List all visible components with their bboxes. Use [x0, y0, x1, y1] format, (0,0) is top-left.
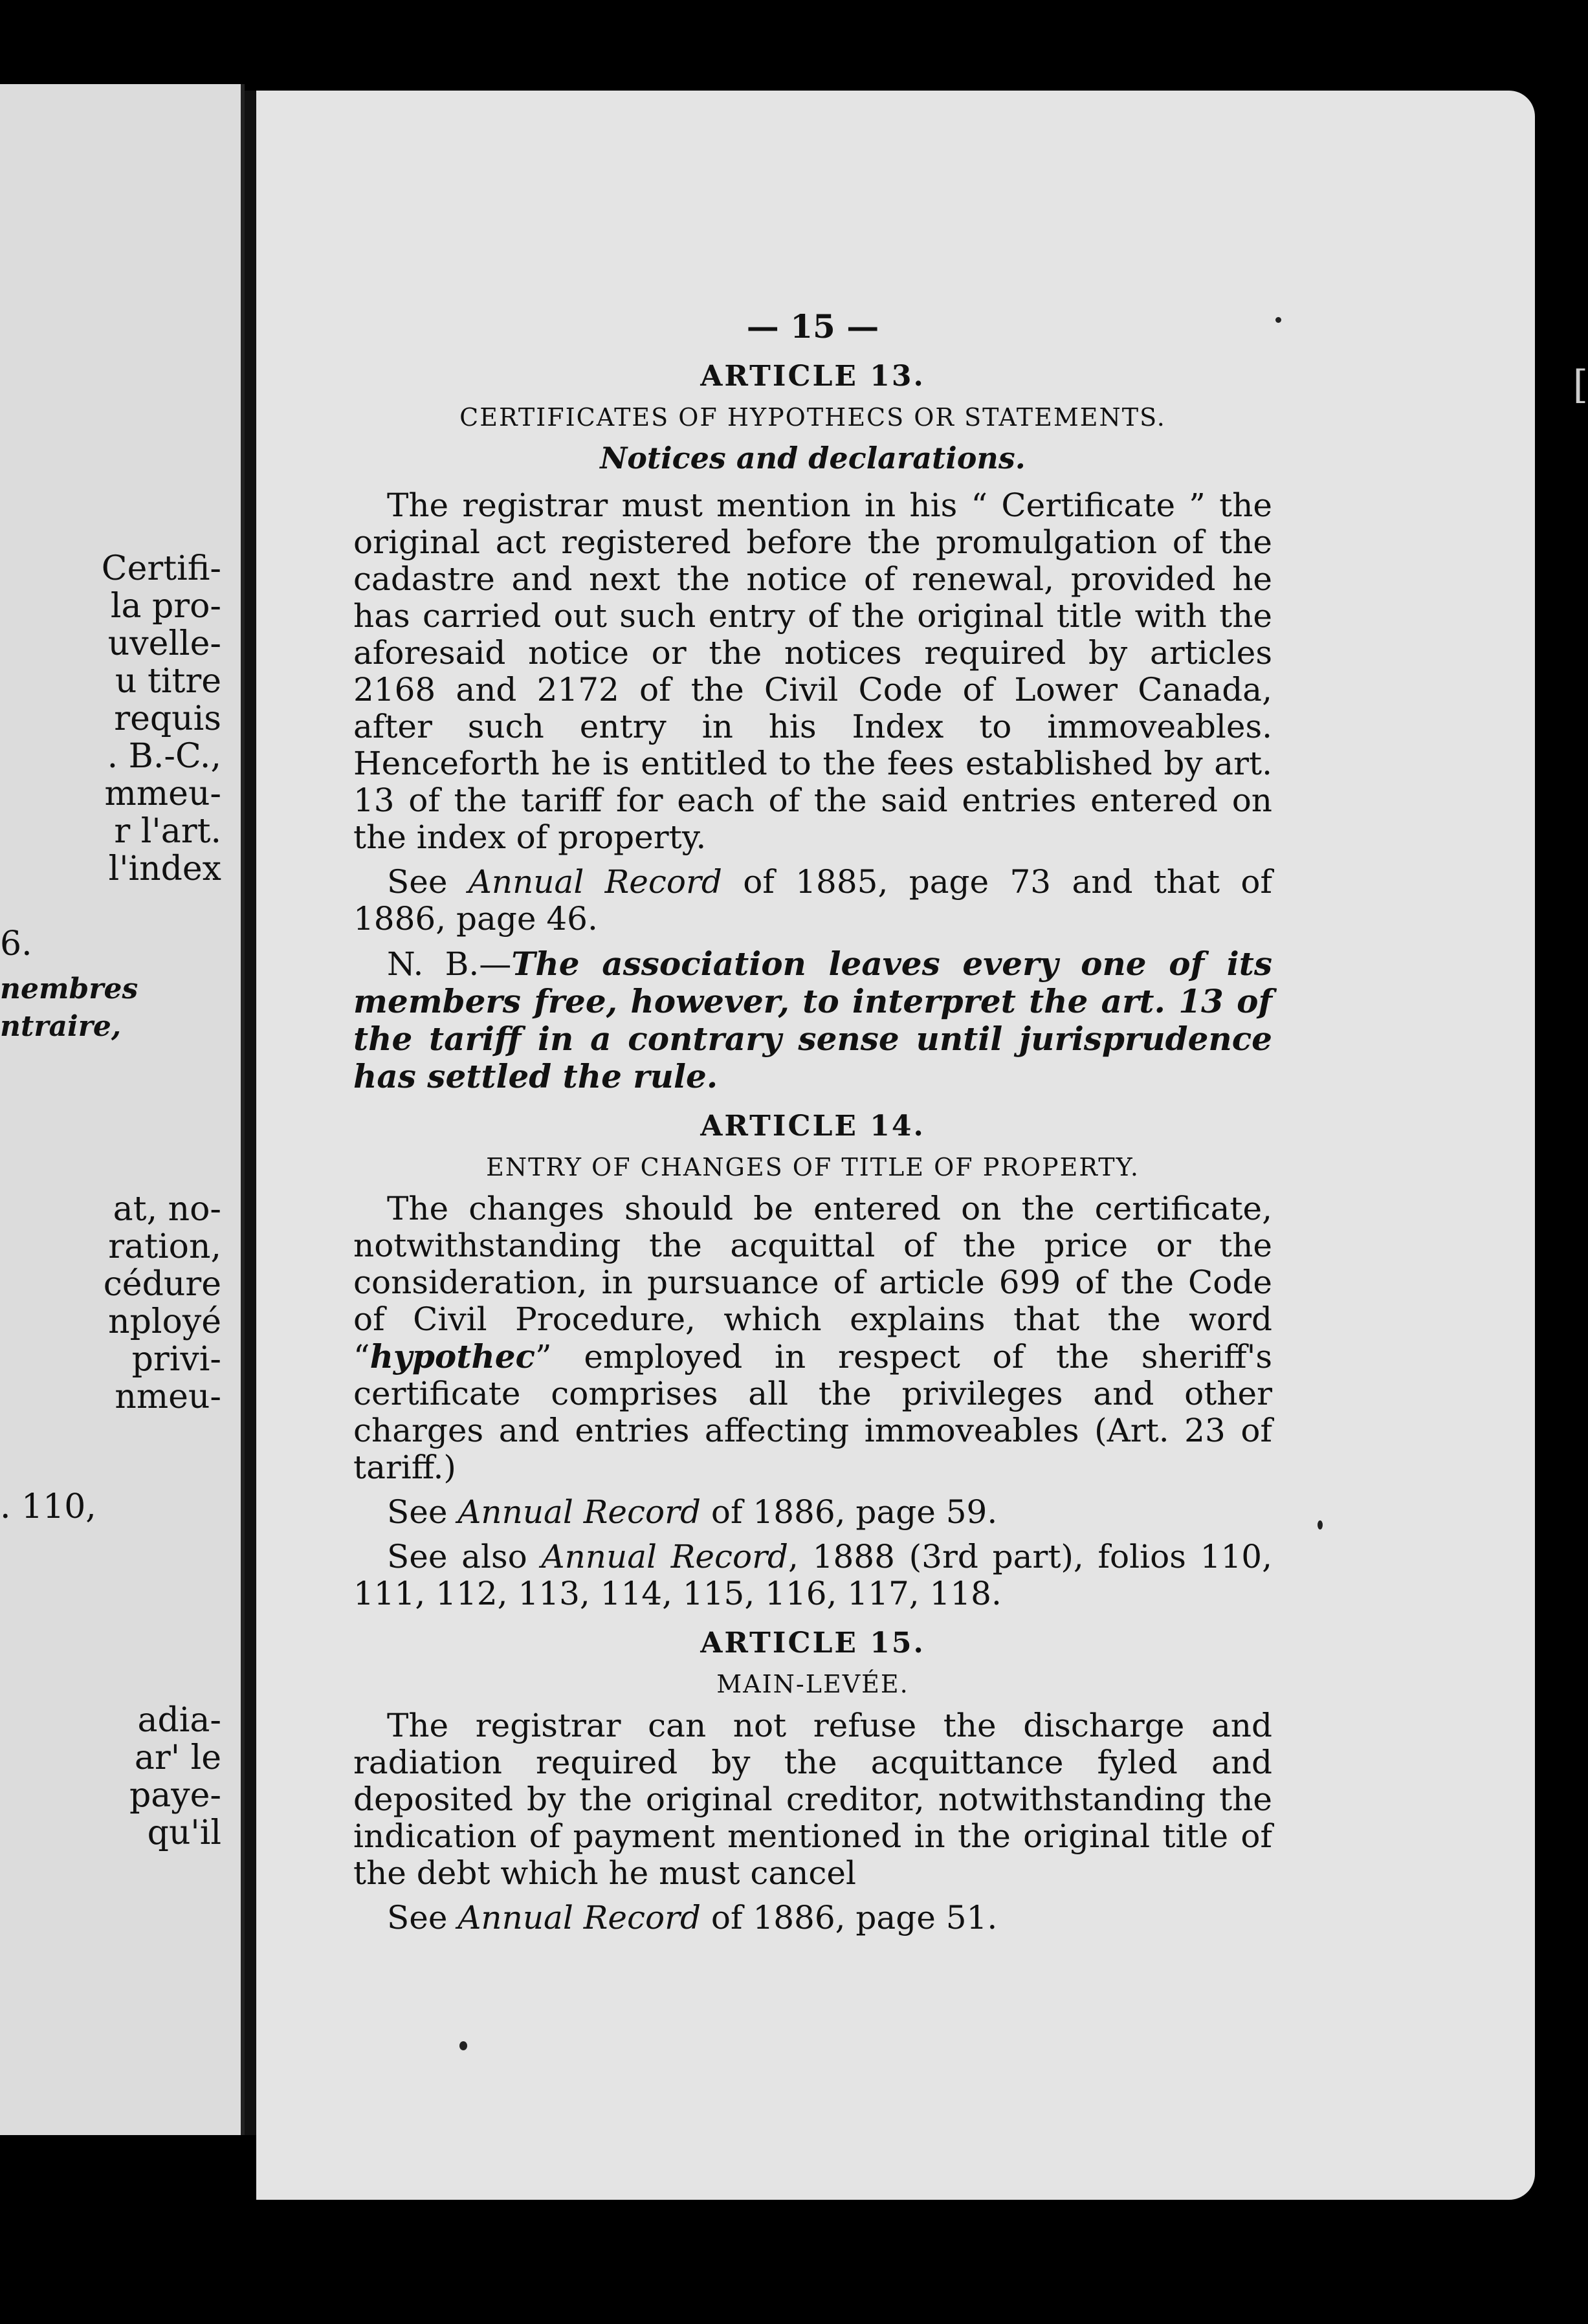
- left-text-line: 6.: [0, 925, 32, 963]
- speck-mark: [1275, 317, 1281, 323]
- nota-bene: [353, 945, 1272, 1095]
- left-italic-line: nembres: [0, 972, 138, 1005]
- article-13: [353, 360, 1272, 1095]
- left-text-line: at, no-: [113, 1190, 221, 1229]
- left-text-line: u titre: [115, 662, 221, 701]
- left-text-line: cédure: [103, 1265, 221, 1304]
- article-14: [353, 1110, 1272, 1612]
- see-reference: [353, 1539, 1272, 1612]
- page-number: — 15 —: [746, 307, 879, 345]
- left-text-line: nmeu-: [115, 1377, 221, 1416]
- left-text-line: uvelle-: [107, 624, 221, 663]
- left-text-line: mmeu-: [104, 774, 221, 813]
- article-title: ARTICLE 14.: [700, 1110, 925, 1143]
- book-spine: [245, 91, 256, 2135]
- left-text-line: Certifi-: [101, 549, 221, 588]
- left-text-line: ration,: [108, 1227, 221, 1266]
- article-notes-heading: Notices and declarations.: [600, 441, 1026, 476]
- see-reference: [353, 864, 1272, 937]
- article-15: [353, 1627, 1272, 1936]
- left-text-line: . B.-C.,: [107, 737, 221, 776]
- left-text-line: ar' le: [134, 1738, 221, 1777]
- see-prefix: See: [387, 1493, 458, 1531]
- article-paragraph: [353, 1190, 1272, 1486]
- nb-prefix: N. B.—: [387, 945, 512, 983]
- see-suffix: of 1886, page 59.: [701, 1493, 998, 1531]
- page-content: [353, 307, 1272, 1944]
- left-text-line: qu'il: [147, 1814, 221, 1852]
- para-text: The changes should be entered on the certificate, notwithstanding the acquittal of the price or the consideration, in pursuance of article 699 of the Code of Civil Procedure, which explains that the word “: [353, 1190, 1272, 1376]
- left-text-line: nployé: [108, 1302, 221, 1341]
- left-text-line: la pro-: [110, 587, 221, 626]
- see-reference: [353, 1494, 1272, 1531]
- left-text-line: r l'art.: [114, 812, 221, 851]
- para-italic: hypothec: [369, 1337, 535, 1376]
- see-suffix: , 1888 (3rd part), folios 110, 111, 112, 113, 114, 115, 116, 117, 118.: [353, 1538, 1272, 1612]
- see-prefix: See also: [387, 1538, 542, 1575]
- article-subtitle: ENTRY OF CHANGES OF TITLE OF PROPERTY.: [486, 1153, 1140, 1181]
- left-text-line: l'index: [108, 850, 221, 888]
- right-edge-mark: [: [1572, 362, 1588, 408]
- see-italic: Annual Record: [458, 1899, 701, 1936]
- left-text-line: requis: [114, 699, 221, 738]
- speck-mark: [459, 2041, 467, 2050]
- speck-mark: [1318, 1520, 1323, 1529]
- article-title: ARTICLE 13.: [700, 360, 925, 393]
- para-text: ” employed in respect of the sheriff's certificate comprises all the privileges and other charges and entries affecting immoveables (Art. 23 of tariff.): [353, 1338, 1272, 1486]
- see-italic: Annual Record: [541, 1538, 788, 1575]
- article-subtitle: MAIN-LEVÉE.: [716, 1670, 909, 1698]
- main-page: [256, 91, 1535, 2200]
- see-prefix: See: [387, 863, 469, 901]
- left-page-fragment: [0, 84, 245, 2135]
- left-text-line: adia-: [137, 1701, 221, 1740]
- see-reference: [353, 1900, 1272, 1936]
- article-paragraph: The registrar must mention in his “ Certificate ” the original act registered before the promulgation of the cadastre and next the notice of renewal, provided he has carried out such entry of the original title with the aforesaid notice or the notices required by articles 2168 and 2172 of the Civil Code of Lower Canada, after such entry in his Index to immoveables. Henceforth he is entitled to the fees established by art. 13 of the tariff for each of the said entries entered on the index of property.: [353, 487, 1272, 856]
- left-italic-line: ntraire,: [0, 1010, 122, 1043]
- article-paragraph: The registrar can not refuse the discharge and radiation required by the acquittance fyled and deposited by the original creditor, notwithstanding the indication of payment mentioned in the original title of the debt which he must cancel: [353, 1707, 1272, 1892]
- see-prefix: See: [387, 1899, 458, 1936]
- left-text-line: paye-: [129, 1776, 221, 1815]
- left-text-line: privi-: [131, 1340, 221, 1379]
- see-suffix: of 1885, page 73 and that of 1886, page 46.: [353, 863, 1272, 937]
- nb-text: The association leaves every one of its members free, however, to interpret the art. 13 of the tariff in a contrary sense until jurisprudence has settled the rule.: [353, 945, 1272, 1095]
- article-title: ARTICLE 15.: [700, 1627, 925, 1660]
- see-italic: Annual Record: [468, 863, 722, 901]
- article-subtitle: CERTIFICATES OF HYPOTHECS OR STATEMENTS.: [459, 403, 1166, 432]
- see-italic: Annual Record: [458, 1493, 701, 1531]
- see-suffix: of 1886, page 51.: [701, 1899, 998, 1936]
- left-text-line: . 110,: [0, 1487, 96, 1526]
